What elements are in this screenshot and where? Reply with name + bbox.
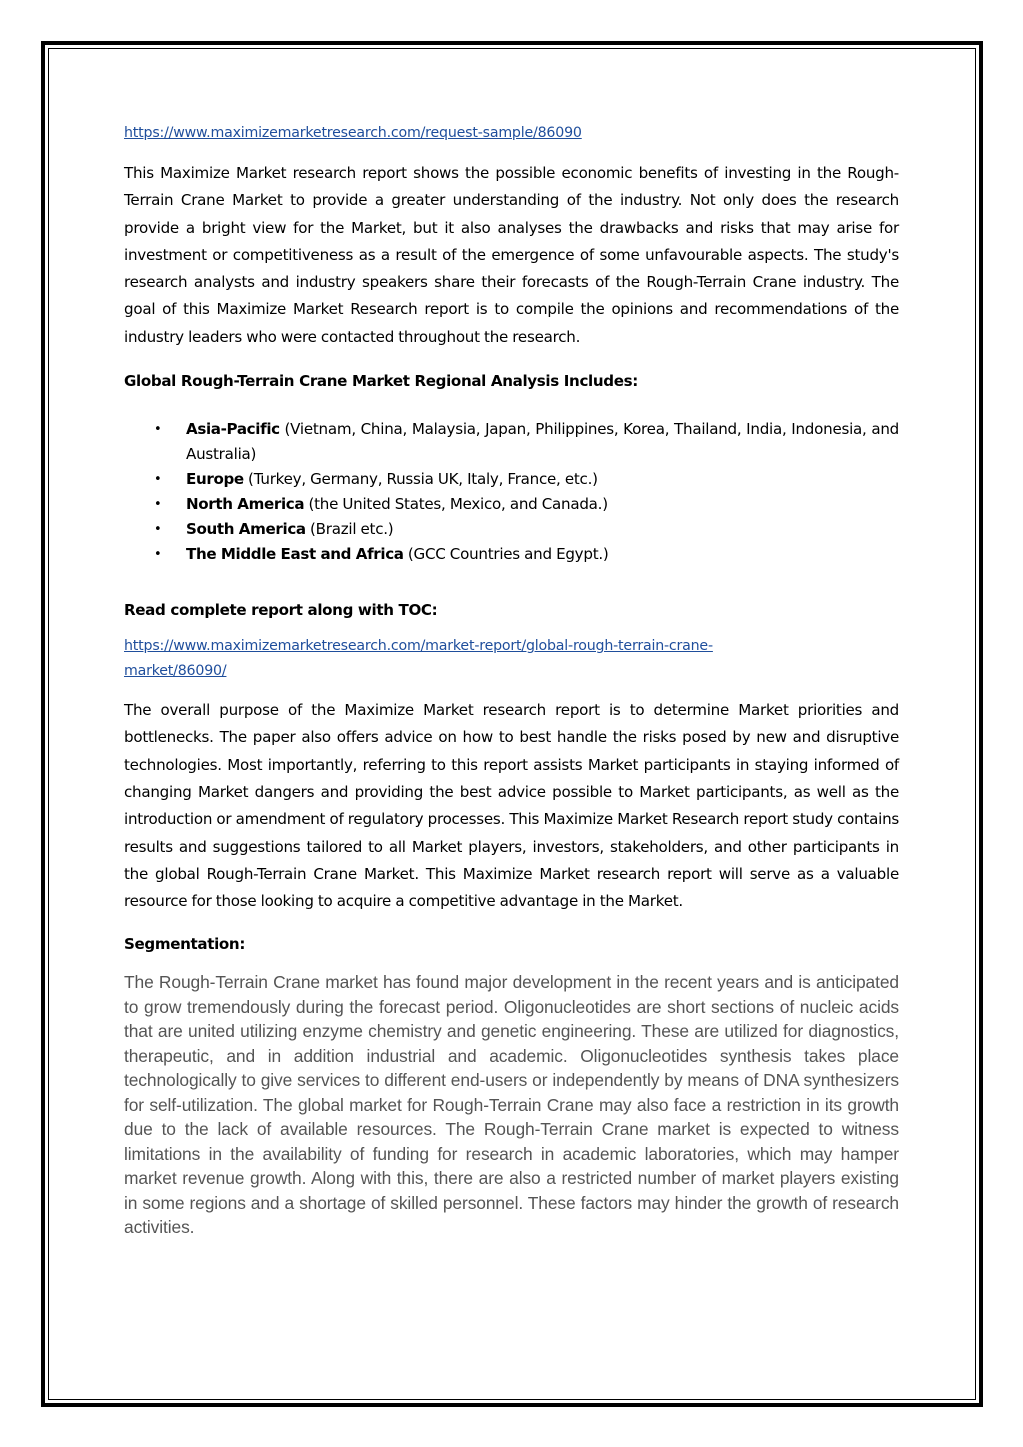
regions-list — [124, 417, 899, 567]
bullet-icon: • — [154, 497, 162, 513]
toc-link-block — [124, 634, 899, 684]
full-report-link-continuation[interactable]: market/86090/ — [124, 663, 227, 680]
list-item — [124, 517, 899, 542]
region-name: The Middle East and Africa — [186, 545, 404, 564]
region-name: South America — [186, 520, 306, 539]
full-report-link[interactable]: https://www.maximizemarketresearch.com/market-report/global-rough-terrain-crane- — [124, 638, 713, 655]
segmentation-heading: Segmentation: — [124, 935, 246, 954]
bullet-icon: • — [154, 472, 162, 488]
list-item — [124, 417, 899, 467]
purpose-paragraph: The overall purpose of the Maximize Market research report is to determine Market priorities and bottlenecks. The paper also offers advice on how to best handle the risks posed by new and disruptive technologies. Most importantly, referring to this report assists Market participants in staying informed of changing Market dangers and providing the best advice possible to Market participants, as well as the introduction or amendment of regulatory processes. This Maximize Market Research report study contains results and suggestions tailored to all Market players, investors, stakeholders, and other participants in the global Rough-Terrain Crane Market. This Maximize Market research report will serve as a valuable resource for those looking to acquire a competitive advantage in the Market. — [124, 701, 899, 911]
bullet-icon: • — [154, 547, 162, 563]
region-detail: (Brazil etc.) — [305, 520, 394, 539]
segmentation-paragraph: The Rough-Terrain Crane market has found major development in the recent years and is anticipated to grow tremendously during the forecast period. Oligonucleotides are short sections of nucleic acids that are united utilizing enzyme chemistry and genetic engineering. These are utilized for diagnostics, therapeutic, and in addition industrial and academic. Oligonucleotides synthesis takes place technologically to give services to different end-users or independently by means of DNA synthesizers for self-utilization. The global market for Rough-Terrain Crane may also face a restriction in its growth due to the lack of available resources. The Rough-Terrain Crane market is expected to witness limitations in the availability of funding for research in academic laboratories, which may hamper market revenue growth. Along with this, there are also a restricted number of market players existing in some regions and a shortage of skilled personnel. These factors may hinder the growth of research activities. — [124, 972, 899, 1238]
regional-analysis-heading: Global Rough-Terrain Crane Market Regional Analysis Includes: — [124, 372, 638, 391]
intro-paragraph: This Maximize Market research report shows the possible economic benefits of investing in the Rough-Terrain Crane Market to provide a greater understanding of the industry. Not only does the research provide a bright view for the Market, but it also analyses the drawbacks and risks that may arise for investment or competitiveness as a result of the emergence of some unfavourable aspects. The study's research analysts and industry speakers share their forecasts of the Rough-Terrain Crane industry. The goal of this Maximize Market Research report is to compile the opinions and recommendations of the industry leaders who were contacted throughout the research. — [124, 164, 899, 346]
bullet-icon: • — [154, 422, 162, 438]
document-content — [124, 121, 899, 1240]
region-name: Asia-Pacific — [186, 420, 280, 439]
region-detail: (the United States, Mexico, and Canada.) — [304, 495, 608, 514]
region-name: North America — [186, 495, 305, 514]
read-report-heading: Read complete report along with TOC: — [124, 601, 438, 620]
bullet-icon: • — [154, 522, 162, 538]
region-detail: (Turkey, Germany, Russia UK, Italy, France, etc.) — [243, 470, 598, 489]
region-name: Europe — [186, 470, 244, 489]
region-detail: (GCC Countries and Egypt.) — [403, 545, 609, 564]
list-item — [124, 492, 899, 517]
sample-request-link[interactable]: https://www.maximizemarketresearch.com/request-sample/86090 — [124, 125, 582, 141]
list-item — [124, 542, 899, 567]
region-detail: (Vietnam, China, Malaysia, Japan, Philippines, Korea, Thailand, India, Indonesia, and Australia) — [186, 420, 899, 464]
list-item — [124, 467, 899, 492]
